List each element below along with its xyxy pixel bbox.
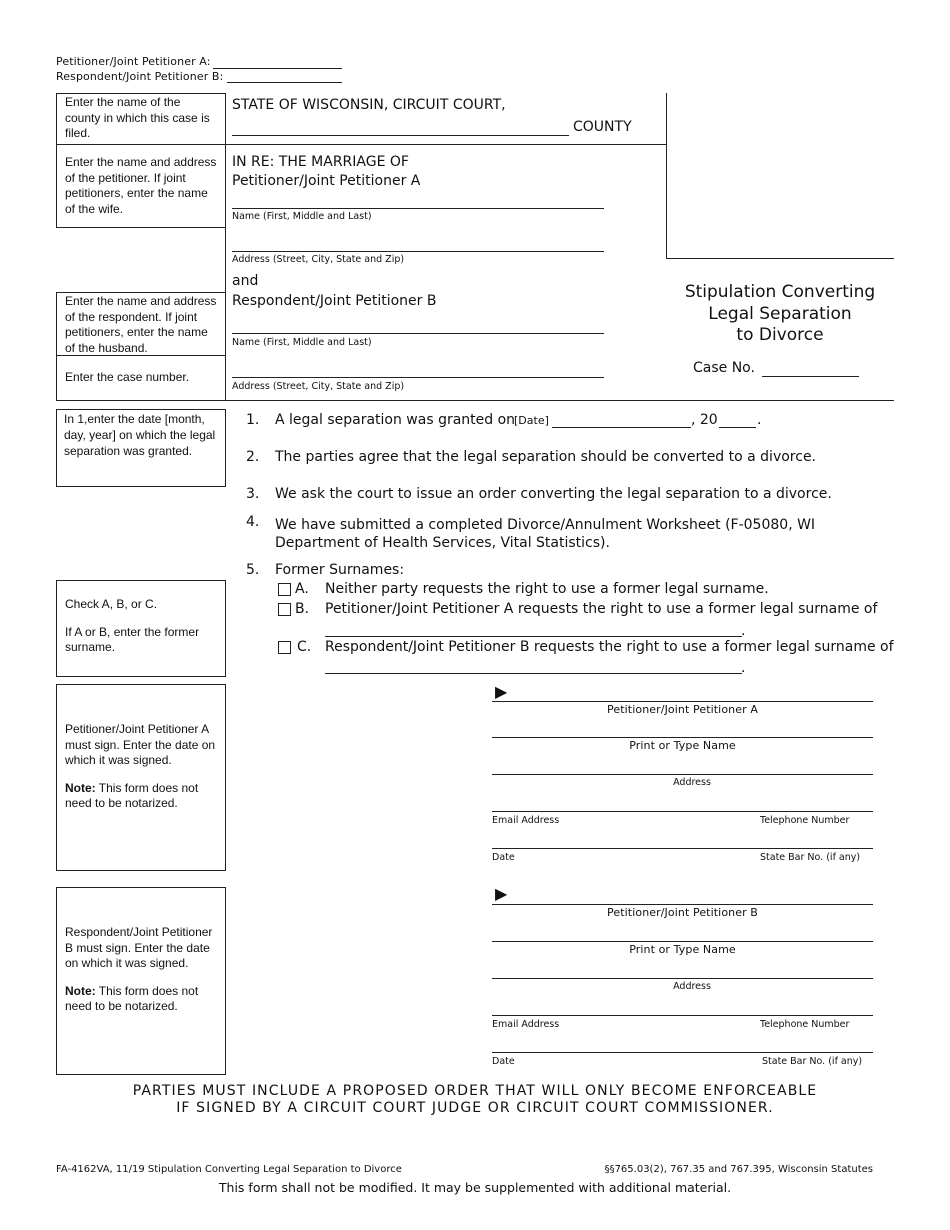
option-b-checkbox[interactable] [278, 603, 291, 616]
item-4-number: 4. [246, 514, 260, 530]
option-c-label: C. [297, 639, 312, 655]
instruction-check-1: Check A, B, or C. [65, 597, 158, 611]
county-field[interactable] [232, 135, 569, 136]
bar-b-caption: State Bar No. (if any) [762, 1056, 863, 1067]
item-2-number: 2. [246, 449, 260, 465]
signature-a-field[interactable] [492, 701, 873, 702]
date-b-caption: Date [492, 1056, 515, 1067]
option-a-text: Neither party requests the right to use a former legal surname. [325, 581, 769, 597]
respondent-name-field[interactable] [232, 333, 604, 334]
respondent-address-hint: Address (Street, City, State and Zip) [232, 381, 405, 392]
instruction-date: In 1,enter the date [month, day, year] on which the legal separation was granted. [64, 412, 216, 458]
instruction-box-petitioner [56, 144, 226, 228]
instruction-sign-b-note-label: Note: [65, 983, 96, 998]
print-name-a-field[interactable] [492, 737, 873, 738]
email-a-caption: Email Address [492, 815, 560, 826]
option-b-text: Petitioner/Joint Petitioner A requests the right to use a former legal surname of [325, 601, 878, 617]
print-name-a-caption: Print or Type Name [629, 739, 736, 752]
item-2-text: The parties agree that the legal separation should be converted to a divorce. [275, 449, 817, 465]
item-1-period: . [757, 412, 762, 428]
sign-here-arrow-icon-a: ▶ [495, 682, 508, 701]
option-c-text: Respondent/Joint Petitioner B requests the right to use a former legal surname of [325, 639, 894, 655]
in-re-heading: IN RE: THE MARRIAGE OF [232, 154, 409, 170]
instruction-petitioner: Enter the name and address of the petitioner. If joint petitioners, enter the name of the wife. [65, 155, 217, 216]
item-1-text: A legal separation was granted on [275, 412, 516, 428]
respondent-name-hint: Name (First, Middle and Last) [232, 337, 372, 348]
instruction-sign-a-note-label: Note: [65, 780, 96, 795]
petitioner-address-field[interactable] [232, 251, 604, 252]
separation-year-field[interactable] [719, 427, 756, 428]
and-label: and [232, 273, 259, 289]
case-no-label: Case No. [693, 360, 755, 376]
item-4-text: We have submitted a completed Divorce/Annulment Worksheet (F-05080, WI Department of Health Services, Vital Statistics). [275, 517, 816, 551]
respondent-b-caption: Respondent/Joint Petitioner B [232, 293, 437, 309]
instruction-box-sign-b [56, 887, 226, 1075]
option-b-period: . [741, 623, 746, 639]
instruction-sign-a-note: This form does not need to be notarized. [65, 780, 199, 810]
petitioner-a-header-label: Petitioner/Joint Petitioner A: [56, 55, 211, 68]
petitioner-name-field[interactable] [232, 208, 604, 209]
option-c-surname-field[interactable] [325, 673, 742, 674]
instruction-box-case-number [56, 355, 226, 401]
option-b-surname-field[interactable] [325, 636, 742, 637]
petitioner-a-header-field[interactable] [213, 68, 342, 69]
modification-note: This form shall not be modified. It may be supplemented with additional material. [218, 1180, 732, 1195]
instruction-case-number: Enter the case number. [65, 370, 190, 384]
item-3-text: We ask the court to issue an order converting the legal separation to a divorce. [275, 486, 832, 502]
date-a-caption: Date [492, 852, 515, 863]
email-b-caption: Email Address [492, 1019, 560, 1030]
option-a-checkbox[interactable] [278, 583, 291, 596]
instruction-sign-a-note-para [65, 781, 217, 812]
instruction-box-check [56, 580, 226, 677]
respondent-b-header-field[interactable] [227, 82, 342, 83]
signature-a-caption: Petitioner/Joint Petitioner A [607, 703, 758, 716]
instruction-sign-a-content [65, 722, 217, 824]
title-line-3: to Divorce [736, 325, 824, 345]
date-bar-a-field[interactable] [492, 848, 873, 849]
address-b-caption: Address [673, 981, 711, 992]
title-line-2: Legal Separation [708, 303, 852, 324]
address-a-field[interactable] [492, 774, 873, 775]
instruction-box-sign-a [56, 684, 226, 871]
item-1-date-hint: [Date] [514, 414, 549, 427]
title-line-1: Stipulation Converting [684, 282, 876, 302]
instruction-county: Enter the name of the county in which this case is filed. [65, 95, 210, 140]
document-title [666, 282, 894, 347]
item-5-number: 5. [246, 562, 260, 578]
county-label: COUNTY [573, 119, 632, 135]
bar-a-caption: State Bar No. (if any) [760, 852, 861, 863]
separation-date-field[interactable] [552, 427, 691, 428]
item-3-number: 3. [246, 486, 260, 502]
form-id: FA-4162VA, 11/19 Stipulation Converting Legal Separation to Divorce [56, 1164, 402, 1175]
instruction-respondent: Enter the name and address of the respondent. If joint petitioners, enter the name of the husband. [65, 294, 217, 355]
respondent-address-field[interactable] [232, 377, 604, 378]
item-1-year-prefix: , 20 [691, 412, 718, 428]
instruction-box-county [56, 93, 226, 145]
phone-b-caption: Telephone Number [760, 1019, 850, 1030]
caption-stamp-bottom [666, 258, 894, 259]
instruction-sign-b-note-para [65, 984, 217, 1015]
email-phone-a-field[interactable] [492, 811, 873, 812]
caption-court-divider [225, 144, 666, 145]
caption-right-rule [666, 93, 667, 259]
instruction-sign-b: Respondent/Joint Petitioner B must sign. Enter the date on which it was signed. [65, 925, 213, 970]
option-b-label: B. [295, 601, 310, 617]
petitioner-a-caption: Petitioner/Joint Petitioner A [232, 173, 421, 189]
signature-b-field[interactable] [492, 904, 873, 905]
notice-line-2: IF SIGNED BY A CIRCUIT COURT JUDGE OR CIRCUIT COURT COMMISSIONER. [176, 1100, 774, 1116]
option-c-checkbox[interactable] [278, 641, 291, 654]
case-no-field[interactable] [762, 376, 859, 377]
instruction-box-respondent [56, 292, 226, 356]
email-phone-b-field[interactable] [492, 1015, 873, 1016]
caption-bottom-rule [225, 400, 894, 401]
instruction-sign-b-note: This form does not need to be notarized. [65, 983, 199, 1013]
statutes: §§765.03(2), 767.35 and 767.395, Wisconsin Statutes [604, 1164, 873, 1175]
item-1-number: 1. [246, 412, 260, 428]
petitioner-name-hint: Name (First, Middle and Last) [232, 211, 372, 222]
address-a-caption: Address [673, 777, 711, 788]
instruction-box-date [56, 409, 226, 487]
respondent-b-header-label: Respondent/Joint Petitioner B: [56, 70, 224, 83]
proposed-order-notice [0, 1083, 950, 1117]
print-name-b-field[interactable] [492, 941, 873, 942]
petitioner-address-hint: Address (Street, City, State and Zip) [232, 254, 405, 265]
phone-a-caption: Telephone Number [760, 815, 850, 826]
signature-b-caption: Petitioner/Joint Petitioner B [607, 906, 758, 919]
option-a-label: A. [295, 581, 309, 597]
print-name-b-caption: Print or Type Name [629, 943, 736, 956]
address-b-field[interactable] [492, 978, 873, 979]
sign-here-arrow-icon-b: ▶ [495, 884, 508, 903]
court-heading: STATE OF WISCONSIN, CIRCUIT COURT, [232, 97, 506, 113]
notice-line-1: PARTIES MUST INCLUDE A PROPOSED ORDER THAT WILL ONLY BECOME ENFORCEABLE [132, 1083, 818, 1099]
instruction-sign-a: Petitioner/Joint Petitioner A must sign. Enter the date on which it was signed. [65, 722, 216, 767]
instruction-check-content [65, 597, 220, 668]
item-5-text: Former Surnames: [275, 562, 405, 578]
option-c-period: . [741, 660, 746, 676]
instruction-sign-b-content [65, 925, 217, 1027]
date-bar-b-field[interactable] [492, 1052, 873, 1053]
instruction-check-2: If A or B, enter the former surname. [65, 624, 200, 654]
